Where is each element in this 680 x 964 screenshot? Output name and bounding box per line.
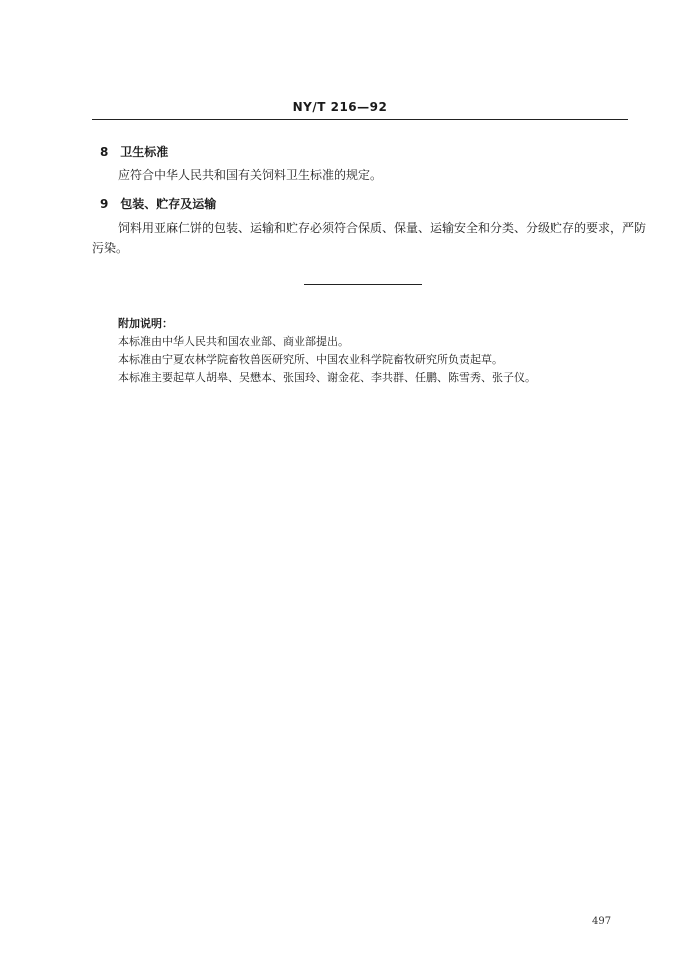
notes-line-1: 本标准由中华人民共和国农业部、商业部提出。 (118, 335, 349, 348)
notes-line-3: 本标准主要起草人胡皋、吴懋本、张国玲、谢金花、李共群、任鹏、陈雪秀、张子仪。 (118, 371, 536, 384)
section-8-number: 8 (100, 145, 109, 159)
section-9-heading (100, 195, 216, 212)
section-8-text: 应符合中华人民共和国有关饲料卫生标准的规定。 (118, 168, 383, 182)
notes-line-2: 本标准由宁夏农林学院畜牧兽医研究所、中国农业科学院畜牧研究所负责起草。 (118, 353, 503, 366)
section-8-title: 卫生标准 (120, 145, 169, 159)
section-9-title: 包装、贮存及运输 (120, 197, 217, 211)
section-divider (304, 284, 422, 285)
header-rule (92, 119, 628, 120)
standard-code-header: NY/T 216—92 (292, 100, 388, 114)
page-number: 497 (592, 916, 612, 927)
notes-title: 附加说明： (118, 317, 173, 330)
section-9-number: 9 (100, 197, 109, 211)
section-9-text-line2: 污染。 (92, 241, 129, 255)
section-8-heading (100, 143, 168, 160)
section-9-text-line1: 饲料用亚麻仁饼的包装、运输和贮存必须符合保质、保量、运输安全和分类、分级贮存的要求，严防 (118, 221, 647, 235)
